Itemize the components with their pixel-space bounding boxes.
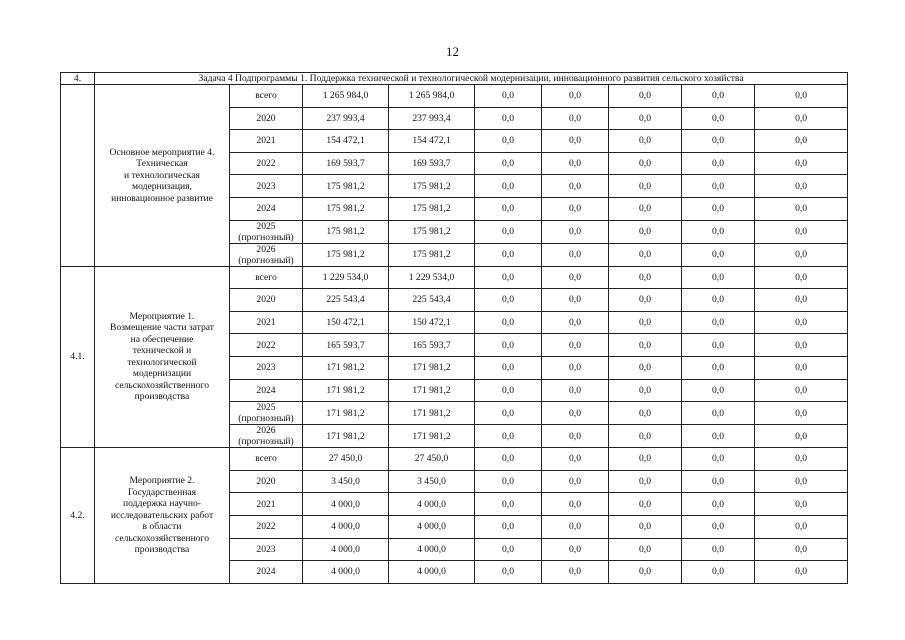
period-label: 2025 <box>256 220 276 232</box>
activity-name-line: технологической <box>127 356 197 368</box>
amount-cell: 237 993,4 <box>303 107 389 130</box>
amount-cell: 171 981,2 <box>389 425 475 448</box>
amount-cell: 175 981,2 <box>389 220 475 243</box>
activity-name-line: исследовательских работ <box>110 509 214 521</box>
amount-cell: 0,0 <box>475 448 542 471</box>
amount-cell: 0,0 <box>542 425 609 448</box>
activity-name-line: Основное мероприятие 4. <box>109 146 215 158</box>
amount-cell: 27 450,0 <box>389 448 475 471</box>
amount-cell: 237 993,4 <box>389 107 475 130</box>
amount-cell: 0,0 <box>609 448 682 471</box>
period-note: (прогнозный) <box>238 413 294 425</box>
amount-cell: 0,0 <box>542 311 609 334</box>
period-label: 2026 <box>256 425 276 437</box>
amount-cell: 0,0 <box>682 402 755 425</box>
amount-cell: 0,0 <box>475 175 542 198</box>
amount-cell: 0,0 <box>542 402 609 425</box>
amount-cell: 0,0 <box>542 175 609 198</box>
amount-cell: 0,0 <box>475 85 542 108</box>
activity-name-line: Возмещение части затрат <box>110 322 214 334</box>
amount-cell: 0,0 <box>475 538 542 561</box>
amount-cell: 0,0 <box>755 425 848 448</box>
period-cell <box>230 493 303 516</box>
amount-cell: 0,0 <box>609 379 682 402</box>
amount-cell: 0,0 <box>542 538 609 561</box>
amount-cell: 0,0 <box>609 243 682 266</box>
activity-name-line: и технологическая <box>124 169 200 181</box>
period-label: 2023 <box>256 362 276 374</box>
amount-cell: 0,0 <box>475 289 542 312</box>
amount-cell: 154 472,1 <box>303 130 389 153</box>
amount-cell: 169 593,7 <box>389 152 475 175</box>
period-note: (прогнозный) <box>238 231 294 243</box>
amount-cell: 175 981,2 <box>389 197 475 220</box>
amount-cell: 0,0 <box>682 175 755 198</box>
amount-cell: 1 229 534,0 <box>303 266 389 289</box>
period-cell <box>230 561 303 584</box>
activity-name-line: Мероприятие 1. <box>129 310 195 322</box>
amount-cell: 0,0 <box>475 402 542 425</box>
amount-cell: 4 000,0 <box>389 538 475 561</box>
amount-cell: 0,0 <box>682 515 755 538</box>
period-cell <box>230 448 303 471</box>
amount-cell: 3 450,0 <box>303 470 389 493</box>
period-cell <box>230 402 303 425</box>
activity-name-line: сельскохозяйственного <box>114 532 210 544</box>
activity-name-line: производства <box>134 544 190 556</box>
amount-cell: 4 000,0 <box>303 515 389 538</box>
activity-name-line: Техническая <box>136 158 188 170</box>
amount-cell: 0,0 <box>475 425 542 448</box>
amount-cell: 0,0 <box>755 379 848 402</box>
amount-cell: 4 000,0 <box>389 561 475 584</box>
period-cell <box>230 379 303 402</box>
amount-cell: 0,0 <box>755 85 848 108</box>
activity-name-line: производства <box>134 391 190 403</box>
activity-name-line: Мероприятие 2. <box>129 475 195 487</box>
activity-name-line: Государственная <box>127 486 197 498</box>
period-cell <box>230 220 303 243</box>
amount-cell: 0,0 <box>475 220 542 243</box>
amount-cell: 169 593,7 <box>303 152 389 175</box>
budget-table <box>60 72 848 584</box>
amount-cell: 0,0 <box>609 311 682 334</box>
period-label: 2024 <box>256 203 276 215</box>
amount-cell: 175 981,2 <box>303 175 389 198</box>
period-label: 2024 <box>256 384 276 396</box>
amount-cell: 0,0 <box>609 356 682 379</box>
period-cell <box>230 243 303 266</box>
amount-cell: 171 981,2 <box>389 402 475 425</box>
amount-cell: 0,0 <box>682 289 755 312</box>
amount-cell: 0,0 <box>609 197 682 220</box>
amount-cell: 0,0 <box>542 130 609 153</box>
period-label: 2020 <box>256 294 276 306</box>
amount-cell: 150 472,1 <box>389 311 475 334</box>
amount-cell: 0,0 <box>682 152 755 175</box>
amount-cell: 0,0 <box>609 130 682 153</box>
period-label: всего <box>255 90 277 102</box>
task-row <box>61 73 848 85</box>
amount-cell: 1 265 984,0 <box>389 85 475 108</box>
amount-cell: 165 593,7 <box>389 334 475 357</box>
amount-cell: 0,0 <box>609 175 682 198</box>
amount-cell: 0,0 <box>475 561 542 584</box>
amount-cell: 0,0 <box>475 107 542 130</box>
activity-name <box>95 85 230 267</box>
amount-cell: 0,0 <box>609 402 682 425</box>
activity-number: 4.2. <box>61 448 95 584</box>
period-cell <box>230 152 303 175</box>
amount-cell: 0,0 <box>682 334 755 357</box>
amount-cell: 0,0 <box>755 538 848 561</box>
amount-cell: 0,0 <box>609 538 682 561</box>
amount-cell: 0,0 <box>542 197 609 220</box>
amount-cell: 0,0 <box>542 379 609 402</box>
activity-name-line: модернизации <box>132 368 192 380</box>
amount-cell: 0,0 <box>475 515 542 538</box>
amount-cell: 175 981,2 <box>303 243 389 266</box>
amount-cell: 225 543,4 <box>389 289 475 312</box>
amount-cell: 225 543,4 <box>303 289 389 312</box>
period-cell <box>230 515 303 538</box>
activity-name-line: инновационное развитие <box>111 192 213 204</box>
amount-cell: 0,0 <box>682 243 755 266</box>
amount-cell: 0,0 <box>682 356 755 379</box>
period-label: 2022 <box>256 521 276 533</box>
amount-cell: 0,0 <box>475 311 542 334</box>
amount-cell: 0,0 <box>542 107 609 130</box>
amount-cell: 0,0 <box>475 334 542 357</box>
period-note: (прогнозный) <box>238 254 294 266</box>
amount-cell: 0,0 <box>682 425 755 448</box>
amount-cell: 0,0 <box>682 561 755 584</box>
amount-cell: 0,0 <box>682 493 755 516</box>
activity-name-line: поддержка научно- <box>123 498 201 510</box>
period-cell <box>230 197 303 220</box>
amount-cell: 0,0 <box>755 515 848 538</box>
amount-cell: 0,0 <box>755 334 848 357</box>
amount-cell: 4 000,0 <box>303 538 389 561</box>
period-cell <box>230 130 303 153</box>
table-row <box>61 85 848 108</box>
amount-cell: 0,0 <box>542 515 609 538</box>
amount-cell: 27 450,0 <box>303 448 389 471</box>
amount-cell: 0,0 <box>475 130 542 153</box>
task-title: Задача 4 Подпрограммы 1. Поддержка технической и технологической модернизации, инновационного развития сельского хозяйства <box>95 73 848 85</box>
amount-cell: 0,0 <box>542 220 609 243</box>
page-number: 12 <box>446 44 459 59</box>
period-label: 2026 <box>256 243 276 255</box>
period-label: 2025 <box>256 402 276 414</box>
amount-cell: 0,0 <box>609 334 682 357</box>
amount-cell: 0,0 <box>755 448 848 471</box>
amount-cell: 0,0 <box>755 289 848 312</box>
amount-cell: 0,0 <box>682 379 755 402</box>
period-label: 2020 <box>256 476 276 488</box>
amount-cell: 0,0 <box>609 85 682 108</box>
activity-name-line: сельскохозяйственного <box>114 379 210 391</box>
amount-cell: 171 981,2 <box>303 356 389 379</box>
amount-cell: 0,0 <box>542 289 609 312</box>
amount-cell: 0,0 <box>475 243 542 266</box>
table-row <box>61 448 848 471</box>
period-label: 2022 <box>256 158 276 170</box>
amount-cell: 0,0 <box>755 493 848 516</box>
amount-cell: 0,0 <box>475 470 542 493</box>
amount-cell: 175 981,2 <box>389 175 475 198</box>
amount-cell: 0,0 <box>609 493 682 516</box>
amount-cell: 0,0 <box>755 356 848 379</box>
period-cell <box>230 266 303 289</box>
amount-cell: 0,0 <box>755 266 848 289</box>
amount-cell: 0,0 <box>609 266 682 289</box>
amount-cell: 175 981,2 <box>389 243 475 266</box>
period-label: 2022 <box>256 339 276 351</box>
period-label: 2021 <box>256 317 276 329</box>
period-cell <box>230 334 303 357</box>
period-label: 2023 <box>256 543 276 555</box>
amount-cell: 150 472,1 <box>303 311 389 334</box>
amount-cell: 0,0 <box>682 266 755 289</box>
amount-cell: 0,0 <box>542 493 609 516</box>
amount-cell: 0,0 <box>682 130 755 153</box>
activity-name <box>95 448 230 584</box>
period-cell <box>230 470 303 493</box>
period-cell <box>230 538 303 561</box>
amount-cell: 0,0 <box>755 470 848 493</box>
amount-cell: 0,0 <box>542 561 609 584</box>
amount-cell: 1 229 534,0 <box>389 266 475 289</box>
table-row <box>61 266 848 289</box>
period-label: 2020 <box>256 112 276 124</box>
period-cell <box>230 289 303 312</box>
activity-number: 4.1. <box>61 266 95 448</box>
amount-cell: 175 981,2 <box>303 197 389 220</box>
amount-cell: 0,0 <box>682 107 755 130</box>
amount-cell: 171 981,2 <box>303 402 389 425</box>
amount-cell: 0,0 <box>682 220 755 243</box>
amount-cell: 0,0 <box>542 152 609 175</box>
amount-cell: 175 981,2 <box>303 220 389 243</box>
amount-cell: 3 450,0 <box>389 470 475 493</box>
activity-name-line: в области <box>142 521 182 533</box>
activity-name-line: на обеспечение <box>130 333 194 345</box>
table-body <box>61 73 848 584</box>
amount-cell: 0,0 <box>475 266 542 289</box>
activity-name <box>95 266 230 448</box>
period-label: 2024 <box>256 566 276 578</box>
amount-cell: 171 981,2 <box>389 379 475 402</box>
amount-cell: 4 000,0 <box>389 515 475 538</box>
amount-cell: 0,0 <box>755 311 848 334</box>
amount-cell: 1 265 984,0 <box>303 85 389 108</box>
amount-cell: 0,0 <box>755 402 848 425</box>
amount-cell: 0,0 <box>475 152 542 175</box>
period-cell <box>230 175 303 198</box>
amount-cell: 4 000,0 <box>303 561 389 584</box>
period-cell <box>230 311 303 334</box>
amount-cell: 0,0 <box>755 152 848 175</box>
amount-cell: 0,0 <box>682 311 755 334</box>
amount-cell: 0,0 <box>542 356 609 379</box>
amount-cell: 0,0 <box>475 356 542 379</box>
amount-cell: 0,0 <box>542 334 609 357</box>
amount-cell: 0,0 <box>682 85 755 108</box>
amount-cell: 0,0 <box>682 470 755 493</box>
amount-cell: 0,0 <box>542 448 609 471</box>
amount-cell: 0,0 <box>609 470 682 493</box>
amount-cell: 0,0 <box>609 107 682 130</box>
amount-cell: 171 981,2 <box>303 379 389 402</box>
period-label: всего <box>255 453 277 465</box>
task-number: 4. <box>61 73 95 85</box>
amount-cell: 0,0 <box>475 493 542 516</box>
activity-number <box>61 85 95 267</box>
amount-cell: 154 472,1 <box>389 130 475 153</box>
period-label: 2021 <box>256 135 276 147</box>
amount-cell: 0,0 <box>755 561 848 584</box>
activity-name-line: модернизация, <box>132 181 192 193</box>
amount-cell: 171 981,2 <box>389 356 475 379</box>
amount-cell: 0,0 <box>682 197 755 220</box>
amount-cell: 0,0 <box>609 425 682 448</box>
amount-cell: 0,0 <box>682 538 755 561</box>
amount-cell: 171 981,2 <box>303 425 389 448</box>
amount-cell: 165 593,7 <box>303 334 389 357</box>
amount-cell: 4 000,0 <box>389 493 475 516</box>
amount-cell: 0,0 <box>609 289 682 312</box>
amount-cell: 0,0 <box>542 470 609 493</box>
amount-cell: 0,0 <box>609 152 682 175</box>
amount-cell: 0,0 <box>682 448 755 471</box>
amount-cell: 0,0 <box>542 85 609 108</box>
amount-cell: 0,0 <box>542 266 609 289</box>
period-cell <box>230 107 303 130</box>
amount-cell: 0,0 <box>542 243 609 266</box>
amount-cell: 0,0 <box>609 220 682 243</box>
amount-cell: 0,0 <box>755 107 848 130</box>
amount-cell: 4 000,0 <box>303 493 389 516</box>
amount-cell: 0,0 <box>609 561 682 584</box>
amount-cell: 0,0 <box>755 175 848 198</box>
amount-cell: 0,0 <box>755 243 848 266</box>
period-cell <box>230 356 303 379</box>
period-note: (прогнозный) <box>238 436 294 448</box>
period-cell <box>230 425 303 448</box>
amount-cell: 0,0 <box>475 379 542 402</box>
period-label: 2021 <box>256 498 276 510</box>
amount-cell: 0,0 <box>755 220 848 243</box>
amount-cell: 0,0 <box>755 197 848 220</box>
period-label: всего <box>255 271 277 283</box>
period-cell <box>230 85 303 108</box>
amount-cell: 0,0 <box>475 197 542 220</box>
amount-cell: 0,0 <box>609 515 682 538</box>
activity-name-line: технической и <box>132 345 192 357</box>
period-label: 2023 <box>256 180 276 192</box>
amount-cell: 0,0 <box>755 130 848 153</box>
